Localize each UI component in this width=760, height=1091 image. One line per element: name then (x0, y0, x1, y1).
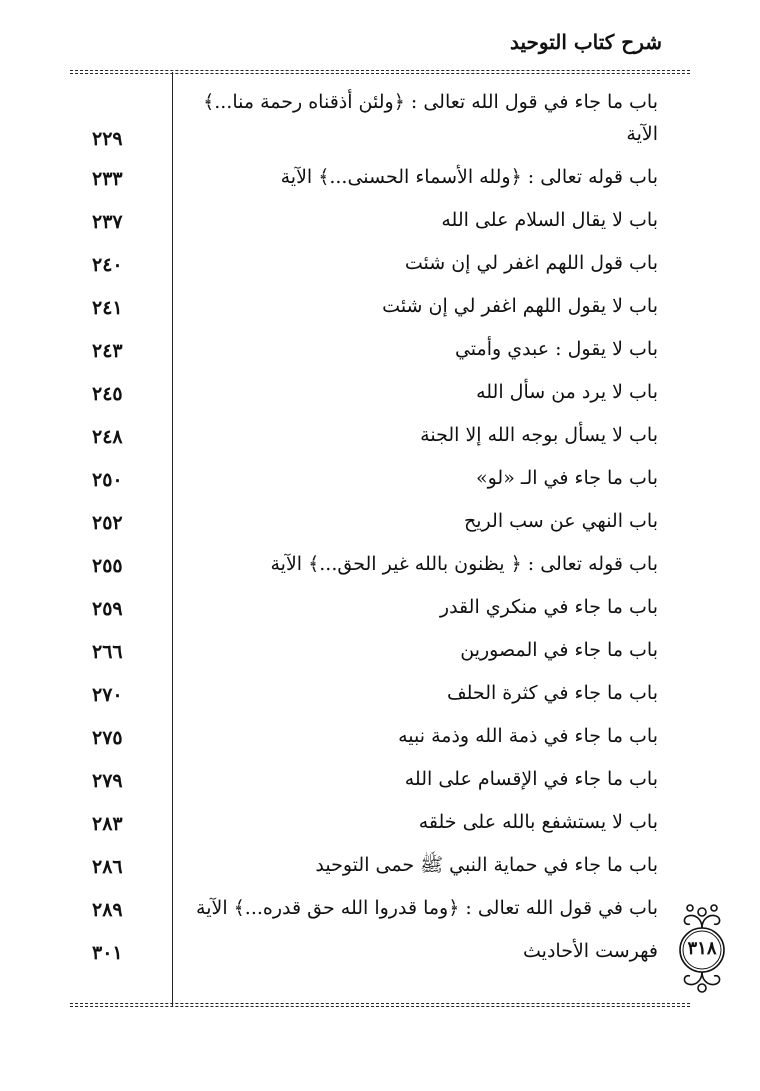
entry-page: ٢٨٣ (92, 813, 123, 835)
entry-page: ٢٤٣ (92, 340, 123, 362)
entry-page: ٢٥٥ (92, 555, 123, 577)
toc-entry (0, 334, 760, 374)
toc-entry (0, 549, 760, 589)
entry-title: باب النهي عن سب الريح (464, 510, 658, 532)
entry-title: باب في قول الله تعالى : ﴿وما قدروا الله حق قدره...﴾ الآية (196, 897, 658, 919)
entry-page: ٢٧٩ (92, 770, 123, 792)
entry-page: ٢٥٠ (92, 469, 123, 491)
toc-entry (0, 764, 760, 804)
toc-entry (0, 506, 760, 546)
entry-page: ٢٤٠ (92, 254, 123, 276)
entry-title: باب قوله تعالى : ﴿ يظنون بالله غير الحق...﴾ الآية (270, 553, 658, 575)
toc-entry (0, 420, 760, 460)
bottom-rule (70, 1003, 690, 1004)
page-number: ٣١٨ (687, 938, 717, 959)
toc-entry (0, 86, 760, 150)
entry-page: ٢٥٢ (92, 512, 123, 534)
entry-page: ٢٢٩ (92, 128, 123, 150)
entry-title: باب لا يقول : عبدي وأمتي (454, 338, 658, 360)
toc-entry (0, 936, 760, 976)
entry-title: باب قول اللهم اغفر لي إن شئت (404, 252, 658, 274)
entry-title: باب لا يستشفع بالله على خلقه (418, 811, 658, 833)
toc-entry (0, 463, 760, 503)
entry-page: ٢٨٩ (92, 899, 123, 921)
entry-title: باب لا يرد من سأل الله (476, 381, 658, 403)
entry-page: ٢٣٣ (92, 168, 123, 190)
entry-page: ٢٦٦ (92, 641, 123, 663)
entry-title: باب لا يقال السلام على الله (441, 209, 658, 231)
entry-page: ٢٥٩ (92, 598, 123, 620)
entry-page: ٢٧٠ (92, 684, 123, 706)
toc-entry (0, 678, 760, 718)
entry-title: باب قوله تعالى : ﴿ولله الأسماء الحسنى...﴾ الآية (280, 166, 658, 188)
toc-entry (0, 205, 760, 245)
toc-entry (0, 377, 760, 417)
entry-title: باب ما جاء في الـ «لو» (475, 467, 658, 489)
bottom-rule-inner (70, 1006, 690, 1007)
entry-title: باب لا يسأل بوجه الله إلا الجنة (420, 424, 658, 446)
entry-page: ٢٧٥ (92, 727, 123, 749)
toc-entry (0, 807, 760, 847)
entry-page: ٢٨٦ (92, 856, 123, 878)
toc-entry (0, 162, 760, 202)
entry-page: ٢٤١ (92, 297, 123, 319)
entry-title: باب ما جاء في حماية النبي ﷺ حمى التوحيد (315, 854, 658, 876)
toc-entry (0, 248, 760, 288)
entry-page: ٢٤٨ (92, 426, 123, 448)
entry-title: باب ما جاء في منكري القدر (439, 596, 658, 618)
toc-entry (0, 291, 760, 331)
toc-entry (0, 635, 760, 675)
entry-title: باب ما جاء في ذمة الله وذمة نبيه (398, 725, 658, 747)
entry-page: ٢٣٧ (92, 211, 123, 233)
entry-title: باب ما جاء في قول الله تعالى : ﴿ولئن أذقناه رحمة منا...﴾ الآية (203, 91, 658, 145)
toc-entry (0, 592, 760, 632)
toc-entry (0, 721, 760, 761)
entry-title: باب ما جاء في المصورين (460, 639, 658, 661)
toc-entry (0, 893, 760, 933)
page-header-title: شرح كتاب التوحيد (509, 30, 662, 54)
entry-page: ٣٠١ (92, 942, 123, 964)
entry-page: ٢٤٥ (92, 383, 123, 405)
entry-title: فهرست الأحاديث (523, 940, 658, 962)
toc-entry (0, 850, 760, 890)
entry-title: باب ما جاء في الإقسام على الله (404, 768, 658, 790)
entry-title: باب لا يقول اللهم اغفر لي إن شئت (382, 295, 658, 317)
entry-title: باب ما جاء في كثرة الحلف (446, 682, 658, 704)
